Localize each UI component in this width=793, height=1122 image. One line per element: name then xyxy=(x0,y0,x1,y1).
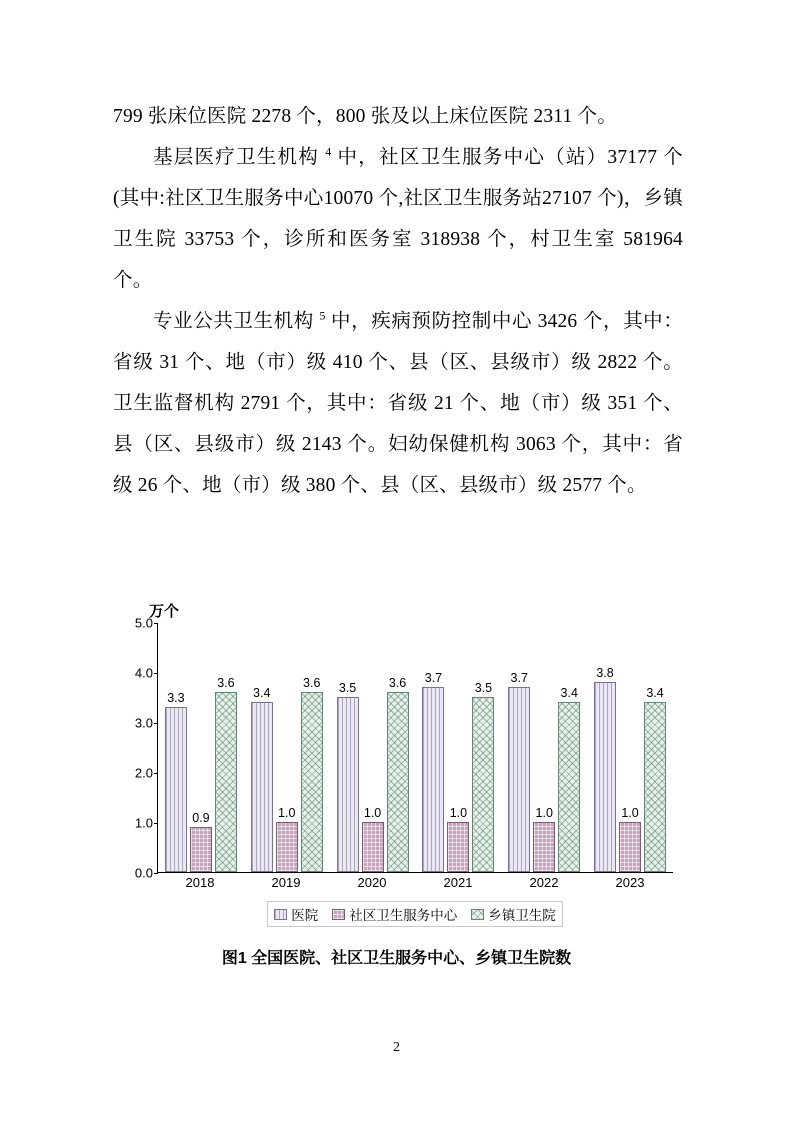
bar-wrapper xyxy=(362,623,384,872)
legend-label: 社区卫生服务中心 xyxy=(349,908,458,923)
bar xyxy=(337,697,359,872)
bar-value-label: 3.6 xyxy=(217,676,235,690)
bar-wrapper xyxy=(387,623,409,872)
chart-unit-label: 万个 xyxy=(149,603,180,620)
bar-value-label: 3.8 xyxy=(596,666,614,680)
bar-groups xyxy=(158,623,673,872)
bar-wrapper xyxy=(251,623,273,872)
bar-wrapper xyxy=(447,623,469,872)
paragraph-2: 基层医疗卫生机构 $^4$ 中，社区卫生服务中心（站）37177 个(其中:社区卫生服务中心10070 个,社区卫生服务站27107 个)，乡镇卫生院 33753 个，诊所和医务室 318938 个，村卫生室 581964 个。 xyxy=(113,144,683,291)
bar xyxy=(422,687,444,872)
figure-caption: 图1 全国医院、社区卫生服务中心、乡镇卫生院数 xyxy=(221,950,572,967)
bar xyxy=(558,702,580,872)
y-axis-tick xyxy=(154,673,158,674)
bar-group xyxy=(594,623,666,872)
bar xyxy=(644,702,666,872)
bar-wrapper xyxy=(301,623,323,872)
bar-value-label: 3.5 xyxy=(338,681,357,695)
bar-value-label: 1.0 xyxy=(449,806,468,820)
bar-value-label: 0.9 xyxy=(192,811,210,825)
y-axis xyxy=(123,615,157,881)
x-axis xyxy=(157,875,673,890)
page-number: 2 xyxy=(393,1040,400,1055)
bar-value-label: 3.6 xyxy=(303,676,321,690)
legend-swatch xyxy=(274,909,287,920)
bar-wrapper xyxy=(594,623,616,872)
bar-wrapper xyxy=(644,623,666,872)
bar-value-label: 3.3 xyxy=(167,691,185,705)
bar-wrapper xyxy=(533,623,555,872)
bar xyxy=(362,822,384,872)
paragraph-3: 专业公共卫生机构 $^5$ 中，疾病预防控制中心 3426 个，其中：省级 31 个、地（市）级 410 个、县（区、县级市）级 2822 个。卫生监督机构 2791 个，其中：省级 21 个、地（市）级 351 个、县（区、县级市）级 2143 个。妇幼保健机构 3063 个，其中：省级 26 个、地（市）级 380 个、县（区、县级市）级 2577 个。 xyxy=(113,308,683,496)
x-axis-tick-label: 2019 xyxy=(271,875,301,890)
y-axis-tick xyxy=(154,873,158,874)
legend-item xyxy=(274,904,318,924)
x-axis-tick-label: 2020 xyxy=(357,875,387,890)
bar-value-label: 3.4 xyxy=(646,686,664,700)
bar xyxy=(594,682,616,872)
bar-wrapper xyxy=(472,623,494,872)
y-axis-tick xyxy=(154,823,158,824)
bar-value-label: 1.0 xyxy=(363,806,382,820)
y-axis-tick-label: 3.0 xyxy=(134,715,153,731)
y-axis-tick xyxy=(154,623,158,624)
bar-wrapper xyxy=(165,623,187,872)
bar xyxy=(190,827,212,872)
body-text xyxy=(113,96,683,506)
bar xyxy=(508,687,530,872)
bar xyxy=(215,692,237,872)
bar xyxy=(276,822,298,872)
y-axis-tick xyxy=(154,773,158,774)
bar xyxy=(619,822,641,872)
legend-swatch xyxy=(332,909,345,920)
bar-value-label: 3.4 xyxy=(253,686,271,700)
bar-wrapper xyxy=(508,623,530,872)
bar xyxy=(165,707,187,872)
bar-wrapper xyxy=(190,623,212,872)
bar xyxy=(472,697,494,872)
x-axis-tick-label: 2022 xyxy=(529,875,559,890)
bar-value-label: 3.4 xyxy=(560,686,578,700)
bar-wrapper xyxy=(337,623,359,872)
bar-value-label: 3.6 xyxy=(388,676,407,690)
y-axis-tick xyxy=(154,723,158,724)
bar-value-label: 1.0 xyxy=(278,806,296,820)
bar-value-label: 1.0 xyxy=(621,806,639,820)
x-axis-tick-label: 2023 xyxy=(615,875,645,890)
y-axis-tick-label: 5.0 xyxy=(134,615,153,631)
y-axis-tick-label: 0.0 xyxy=(134,865,153,881)
bar-group xyxy=(422,623,494,872)
bar-group xyxy=(337,623,409,872)
bar xyxy=(533,822,555,872)
y-axis-tick-label: 2.0 xyxy=(134,765,153,781)
legend-item xyxy=(471,904,556,924)
figure-chart xyxy=(113,600,683,923)
bar-wrapper xyxy=(619,623,641,872)
plot-region xyxy=(157,623,673,873)
bar xyxy=(447,822,469,872)
legend-swatch xyxy=(471,909,484,920)
legend-item xyxy=(332,904,457,924)
bar xyxy=(387,692,409,872)
bar-group xyxy=(251,623,323,872)
chart-plot-area xyxy=(123,615,683,923)
legend-label: 医院 xyxy=(291,908,319,923)
bar-group xyxy=(165,623,237,872)
bar-value-label: 1.0 xyxy=(535,806,553,820)
paragraph-1: 799 张床位医院 2278 个，800 张及以上床位医院 2311 个。 xyxy=(113,106,617,127)
chart-legend xyxy=(267,901,563,927)
bar-wrapper xyxy=(276,623,298,872)
bar-wrapper xyxy=(558,623,580,872)
bar xyxy=(301,692,323,872)
legend-label: 乡镇卫生院 xyxy=(488,908,556,923)
x-axis-tick-label: 2018 xyxy=(185,875,215,890)
bar-wrapper xyxy=(215,623,237,872)
y-axis-tick-label: 4.0 xyxy=(134,665,153,681)
x-axis-tick-label: 2021 xyxy=(443,875,473,890)
footnote-marker-4: 4 xyxy=(325,144,332,159)
bar-value-label: 3.7 xyxy=(424,671,443,685)
y-axis-tick-label: 1.0 xyxy=(134,815,153,831)
bar xyxy=(251,702,273,872)
bar-wrapper xyxy=(422,623,444,872)
footnote-marker-5: 5 xyxy=(319,308,326,323)
bar-value-label: 3.7 xyxy=(510,671,528,685)
bar-group xyxy=(508,623,580,872)
bar-value-label: 3.5 xyxy=(474,681,493,695)
